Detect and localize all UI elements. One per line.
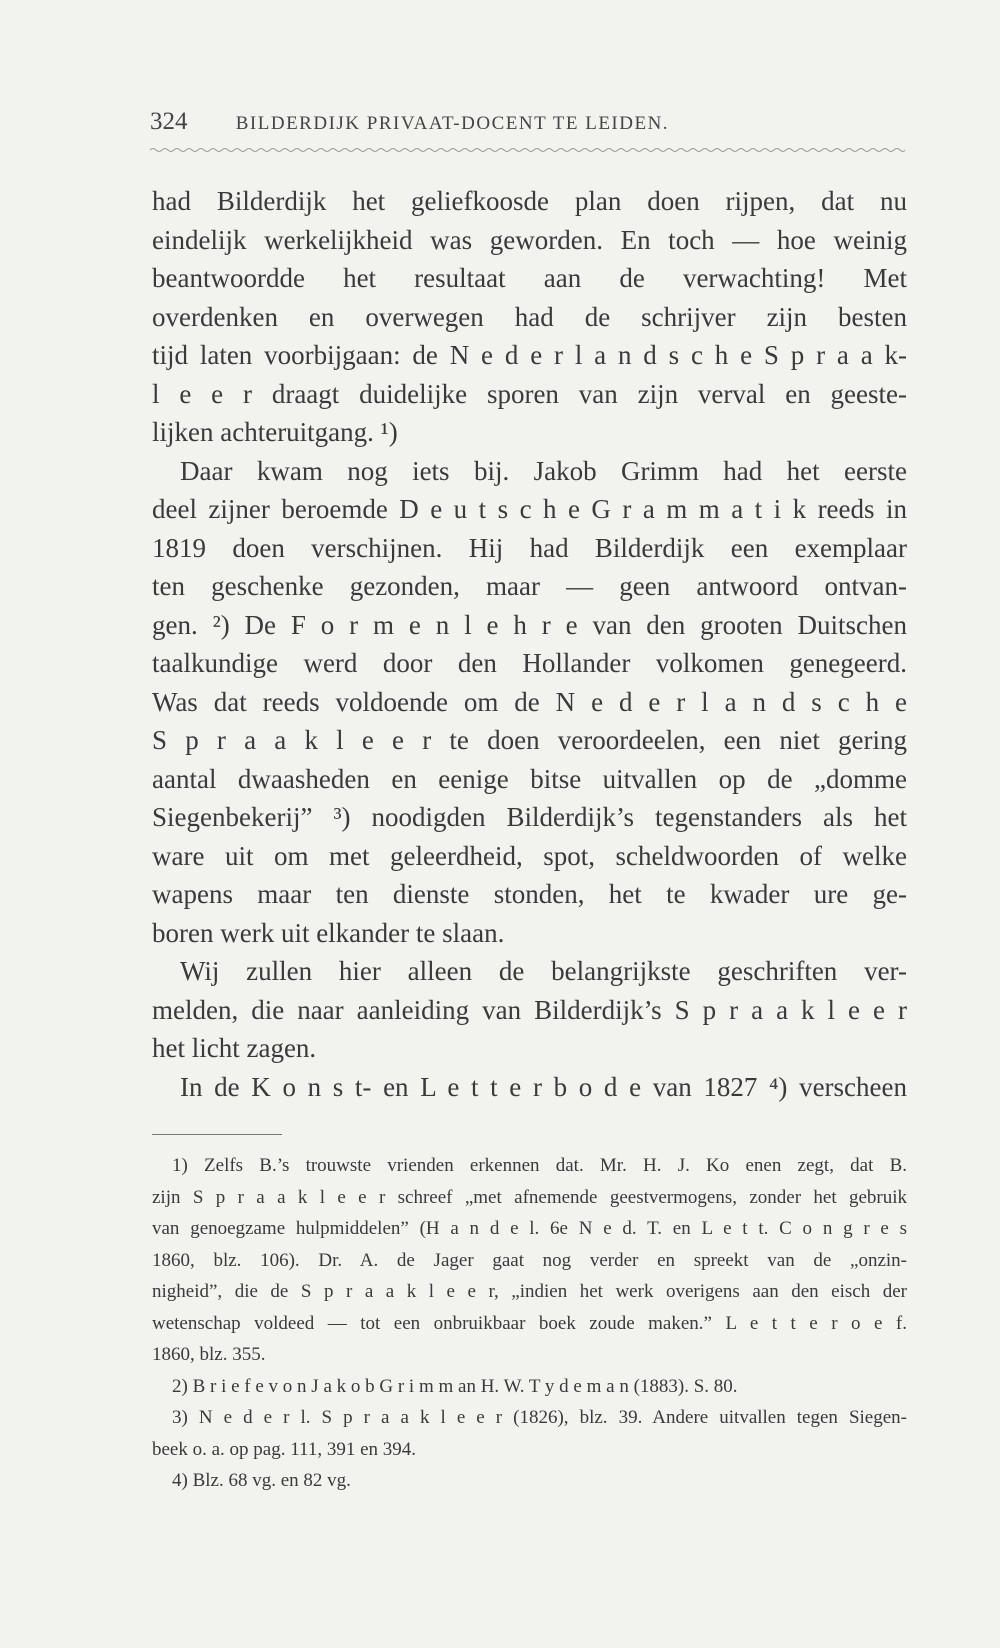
text-line: 1819 doen verschijnen. Hij had Bilderdijk een exemplaar xyxy=(152,532,907,563)
text-line: gen. ²) De F o r m e n l e h r e van den grooten Duitschen xyxy=(152,609,907,640)
text-line: wapens maar ten dienste stonden, het te kwader ure ge- xyxy=(152,879,907,909)
text-line: boren werk uit elkander te slaan. xyxy=(152,917,505,948)
footnote-line: nigheid”, die de S p r a a k l e e r, „indien het werk overigens aan den eisch der xyxy=(152,1281,907,1302)
footnote-line: 4) Blz. 68 vg. en 82 vg. xyxy=(172,1470,351,1491)
footnotes xyxy=(152,1150,907,1497)
page-number: 324 xyxy=(150,108,188,135)
text-line: tijd laten voorbijgaan: de N e d e r l a n d s c h e S p r a a k- xyxy=(152,340,907,370)
text-line: deel zijner beroemde D e u t s c h e G r a m m a t i k reeds in xyxy=(152,494,907,524)
footnote-line: 1) Zelfs B.’s trouwste vrienden erkennen dat. Mr. H. J. Ko enen zegt, dat B. xyxy=(172,1155,907,1176)
text-line: ten geschenke gezonden, maar — geen antwoord ontvan- xyxy=(152,571,907,601)
text-line: Wij zullen hier alleen de belangrijkste geschriften ver- xyxy=(180,956,907,986)
footnote-line: 3) N e d e r l. S p r a a k l e e r (1826), blz. 39. Andere uitvallen tegen Siegen- xyxy=(172,1407,907,1428)
footnote-line: 2) B r i e f e v o n J a k o b G r i m m an H. W. T y d e m a n (1883). S. 80. xyxy=(172,1375,738,1397)
footnote-line: wetenschap voldeed — tot een onbruikbaar boek zoude maken.” L e t t e r o e f. xyxy=(152,1312,907,1334)
text-line: ware uit om met geleerdheid, spot, scheldwoorden of welke xyxy=(152,840,907,871)
text-line: melden, die naar aanleiding van Bilderdijk’s S p r a a k l e e r xyxy=(152,994,907,1025)
text-line: aantal dwaasheden en eenige bitse uitvallen op de „domme xyxy=(152,763,907,794)
footnote-separator xyxy=(152,1134,282,1135)
main-text xyxy=(152,182,907,1106)
footnote-line: beek o. a. op pag. 111, 391 en 394. xyxy=(152,1438,417,1460)
text-line: Daar kwam nog iets bij. Jakob Grimm had het eerste xyxy=(180,455,907,486)
running-header xyxy=(150,108,910,136)
text-line: Was dat reeds voldoende om de N e d e r l a n d s c h e xyxy=(152,686,907,717)
text-line: S p r a a k l e e r te doen veroordeelen, een niet gering xyxy=(152,725,907,755)
footnote-line: van genoegzame hulpmiddelen” (H a n d e l. 6e N e d. T. en L e t t. C o n g r e s xyxy=(152,1218,907,1239)
text-line: Siegenbekerij” ³) noodigden Bilderdijk’s tegenstanders als het xyxy=(152,802,907,832)
footnote-line: 1860, blz. 355. xyxy=(152,1344,266,1365)
footnote-line: 1860, blz. 106). Dr. A. de Jager gaat nog verder en spreekt van de „onzin- xyxy=(152,1249,907,1271)
text-line: had Bilderdijk het geliefkoosde plan doen rijpen, dat nu xyxy=(152,186,907,216)
text-line: beantwoordde het resultaat aan de verwachting! Met xyxy=(152,263,907,293)
text-line: lijken achteruitgang. ¹) xyxy=(152,417,398,447)
text-line: het licht zagen. xyxy=(152,1033,317,1063)
running-title: BILDERDIJK PRIVAAT-DOCENT TE LEIDEN. xyxy=(235,113,670,134)
header-wavy-rule xyxy=(150,146,905,154)
text-line: In de K o n s t- en L e t t e r b o d e van 1827 ⁴) verscheen xyxy=(180,1071,907,1102)
text-line: overdenken en overwegen had de schrijver zijn besten xyxy=(152,301,907,332)
text-line: taalkundige werd door den Hollander volkomen genegeerd. xyxy=(152,648,907,678)
text-line: l e e r draagt duidelijke sporen van zijn verval en geeste- xyxy=(152,378,907,409)
text-line: eindelijk werkelijkheid was geworden. En toch — hoe weinig xyxy=(152,224,907,255)
footnote-line: zijn S p r a a k l e e r schreef „met afnemende geestvermogens, zonder het gebruik xyxy=(152,1186,907,1208)
